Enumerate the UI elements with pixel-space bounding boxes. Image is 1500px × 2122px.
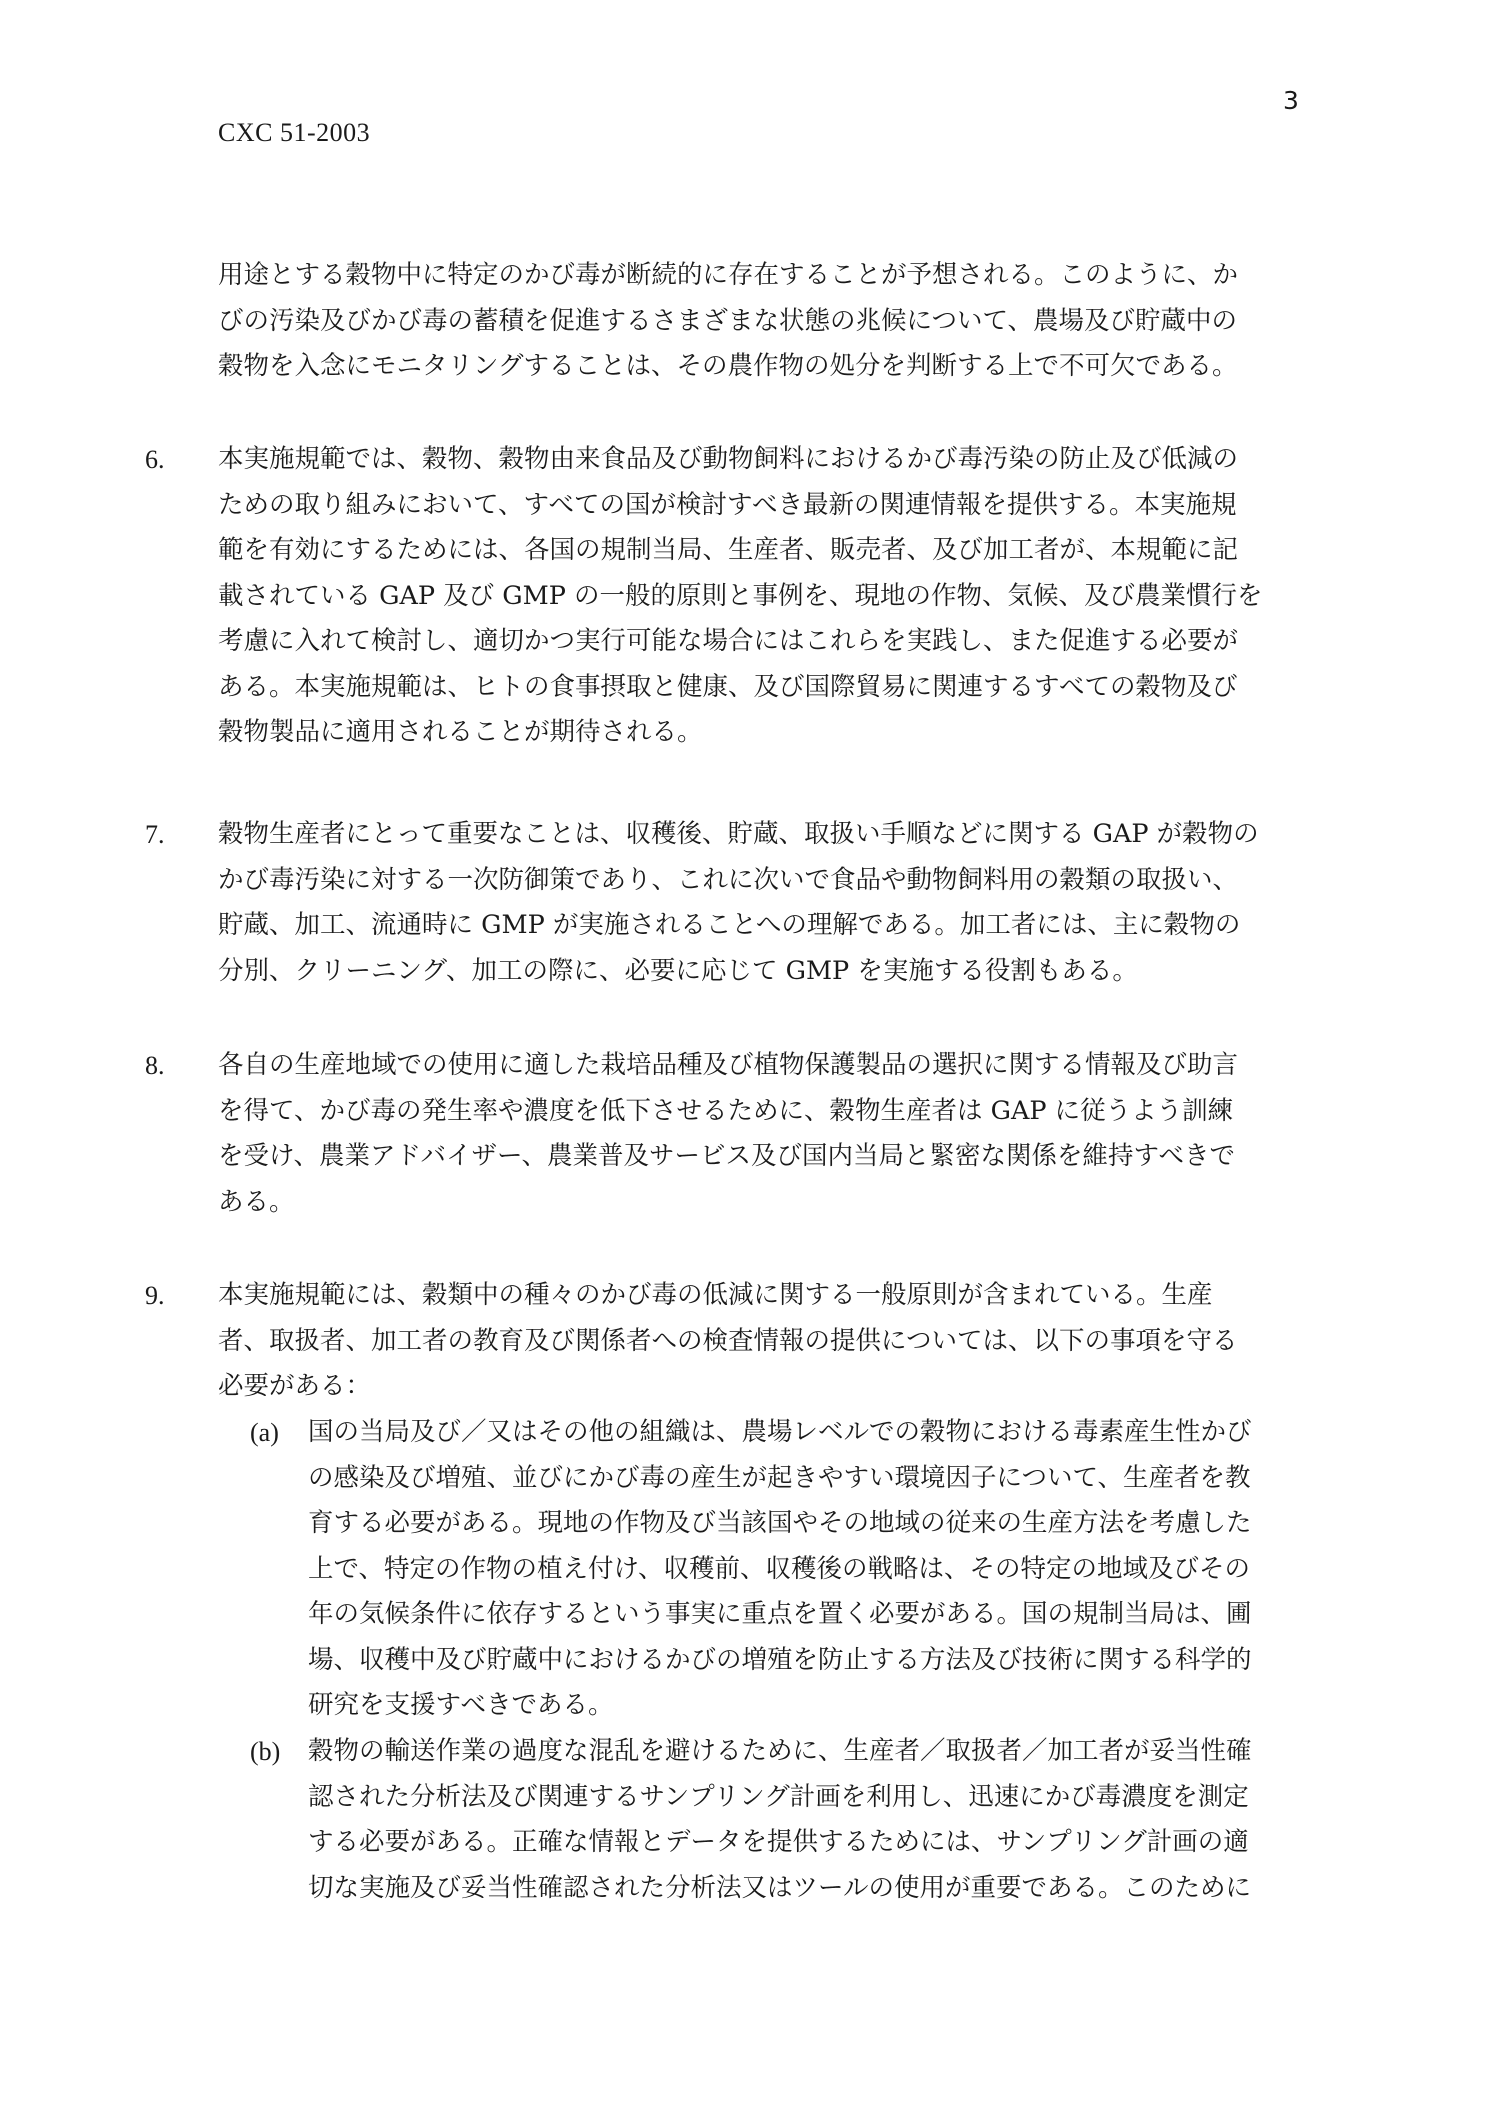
text-line: びの汚染及びかび毒の蓄積を促進するさまざまな状態の兆候について、農場及び貯蔵中の bbox=[218, 305, 1237, 336]
section-6-paragraph bbox=[218, 437, 1300, 756]
text-line: 者、取扱者、加工者の教育及び関係者への検査情報の提供については、以下の事項を守る bbox=[218, 1325, 1238, 1356]
item-a-paragraph bbox=[308, 1410, 1300, 1729]
text-line: ある。 bbox=[218, 1186, 295, 1217]
section-9-paragraph bbox=[218, 1273, 1300, 1410]
text-line: 穀物を入念にモニタリングすることは、その農作物の処分を判断する上で不可欠である。 bbox=[218, 351, 1238, 381]
item-b-paragraph bbox=[308, 1729, 1300, 1911]
item-label: (a) bbox=[250, 1418, 279, 1447]
document-code: CXC 51-2003 bbox=[218, 118, 371, 147]
text-line: 分別、クリーニング、加工の際に、必要に応じて GMP を実施する役割もある。 bbox=[218, 955, 1138, 986]
text-line: ための取り組みにおいて、すべての国が検討すべき最新の関連情報を提供する。本実施規 bbox=[218, 489, 1237, 520]
section-7-paragraph bbox=[218, 812, 1300, 994]
text-line: 穀物の輸送作業の過度な混乱を避けるために、生産者／取扱者／加工者が妥当性確 bbox=[308, 1736, 1252, 1766]
section-number: 9. bbox=[145, 1281, 165, 1310]
page-number: 3 bbox=[1283, 86, 1299, 115]
text-line: 考慮に入れて検討し、適切かつ実行可能な場合にはこれらを実践し、また促進する必要が bbox=[218, 626, 1239, 656]
text-line: 載されている GAP 及び GMP の一般的原則と事例を、現地の作物、気候、及び農業慣行を bbox=[218, 580, 1263, 611]
item-label: (b) bbox=[250, 1737, 281, 1766]
text-line: 必要がある： bbox=[218, 1371, 372, 1401]
text-line: 本実施規範には、穀類中の種々のかび毒の低減に関する一般原則が含まれている。生産 bbox=[218, 1280, 1213, 1310]
text-line: 認された分析法及び関連するサンプリング計画を利用し、迅速にかび毒濃度を測定 bbox=[308, 1781, 1249, 1812]
section-number: 8. bbox=[145, 1051, 165, 1080]
text-line: の感染及び増殖、並びにかび毒の産生が起きやすい環境因子について、生産者を教 bbox=[308, 1462, 1251, 1493]
text-line: 育する必要がある。現地の作物及び当該国やその地域の従来の生産方法を考慮した bbox=[308, 1508, 1252, 1538]
text-line: 各自の生産地域での使用に適した栽培品種及び植物保護製品の選択に関する情報及び助言 bbox=[218, 1050, 1239, 1080]
intro-paragraph bbox=[218, 253, 1300, 390]
text-line: 用途とする穀物中に特定のかび毒が断続的に存在することが予想される。このように、か bbox=[218, 260, 1239, 290]
section-number: 7. bbox=[145, 820, 165, 849]
text-line: 国の当局及び／又はその他の組織は、農場レベルでの穀物における毒素産生性かび bbox=[308, 1417, 1252, 1447]
text-line: 上で、特定の作物の植え付け、収穫前、収穫後の戦略は、その特定の地域及びその bbox=[308, 1553, 1250, 1584]
text-line: 貯蔵、加工、流通時に GMP が実施されることへの理解である。加工者には、主に穀物の bbox=[218, 910, 1241, 940]
text-line: 年の気候条件に依存するという事実に重点を置く必要がある。国の規制当局は、圃 bbox=[308, 1599, 1252, 1629]
section-number: 6. bbox=[145, 445, 165, 474]
text-line: 範を有効にするためには、各国の規制当局、生産者、販売者、及び加工者が、本規範に記 bbox=[218, 535, 1239, 565]
text-line: する必要がある。正確な情報とデータを提供するためには、サンプリング計画の適 bbox=[308, 1827, 1249, 1857]
text-line: 場、収穫中及び貯蔵中におけるかびの増殖を防止する方法及び技術に関する科学的 bbox=[308, 1644, 1252, 1675]
text-line: 穀物生産者にとって重要なことは、収穫後、貯蔵、取扱い手順などに関する GAP が穀物の bbox=[218, 819, 1259, 849]
section-8-paragraph bbox=[218, 1043, 1300, 1225]
text-line: かび毒汚染に対する一次防御策であり、これに次いで食品や動物飼料用の穀類の取扱い、 bbox=[218, 864, 1239, 895]
text-line: 穀物製品に適用されることが期待される。 bbox=[218, 717, 703, 747]
text-line: 本実施規範では、穀物、穀物由来食品及び動物飼料におけるかび毒汚染の防止及び低減の bbox=[218, 444, 1239, 474]
text-line: 研究を支援すべきである。 bbox=[308, 1690, 614, 1720]
text-line: 切な実施及び妥当性確認された分析法又はツールの使用が重要である。このために bbox=[308, 1872, 1251, 1903]
text-line: を受け、農業アドバイザー、農業普及サービス及び国内当局と緊密な関係を維持すべきで bbox=[218, 1141, 1235, 1171]
text-line: を得て、かび毒の発生率や濃度を低下させるために、穀物生産者は GAP に従うよう訓練 bbox=[218, 1095, 1234, 1126]
text-line: ある。本実施規範は、ヒトの食事摂取と健康、及び国際貿易に関連するすべての穀物及び bbox=[218, 671, 1238, 702]
